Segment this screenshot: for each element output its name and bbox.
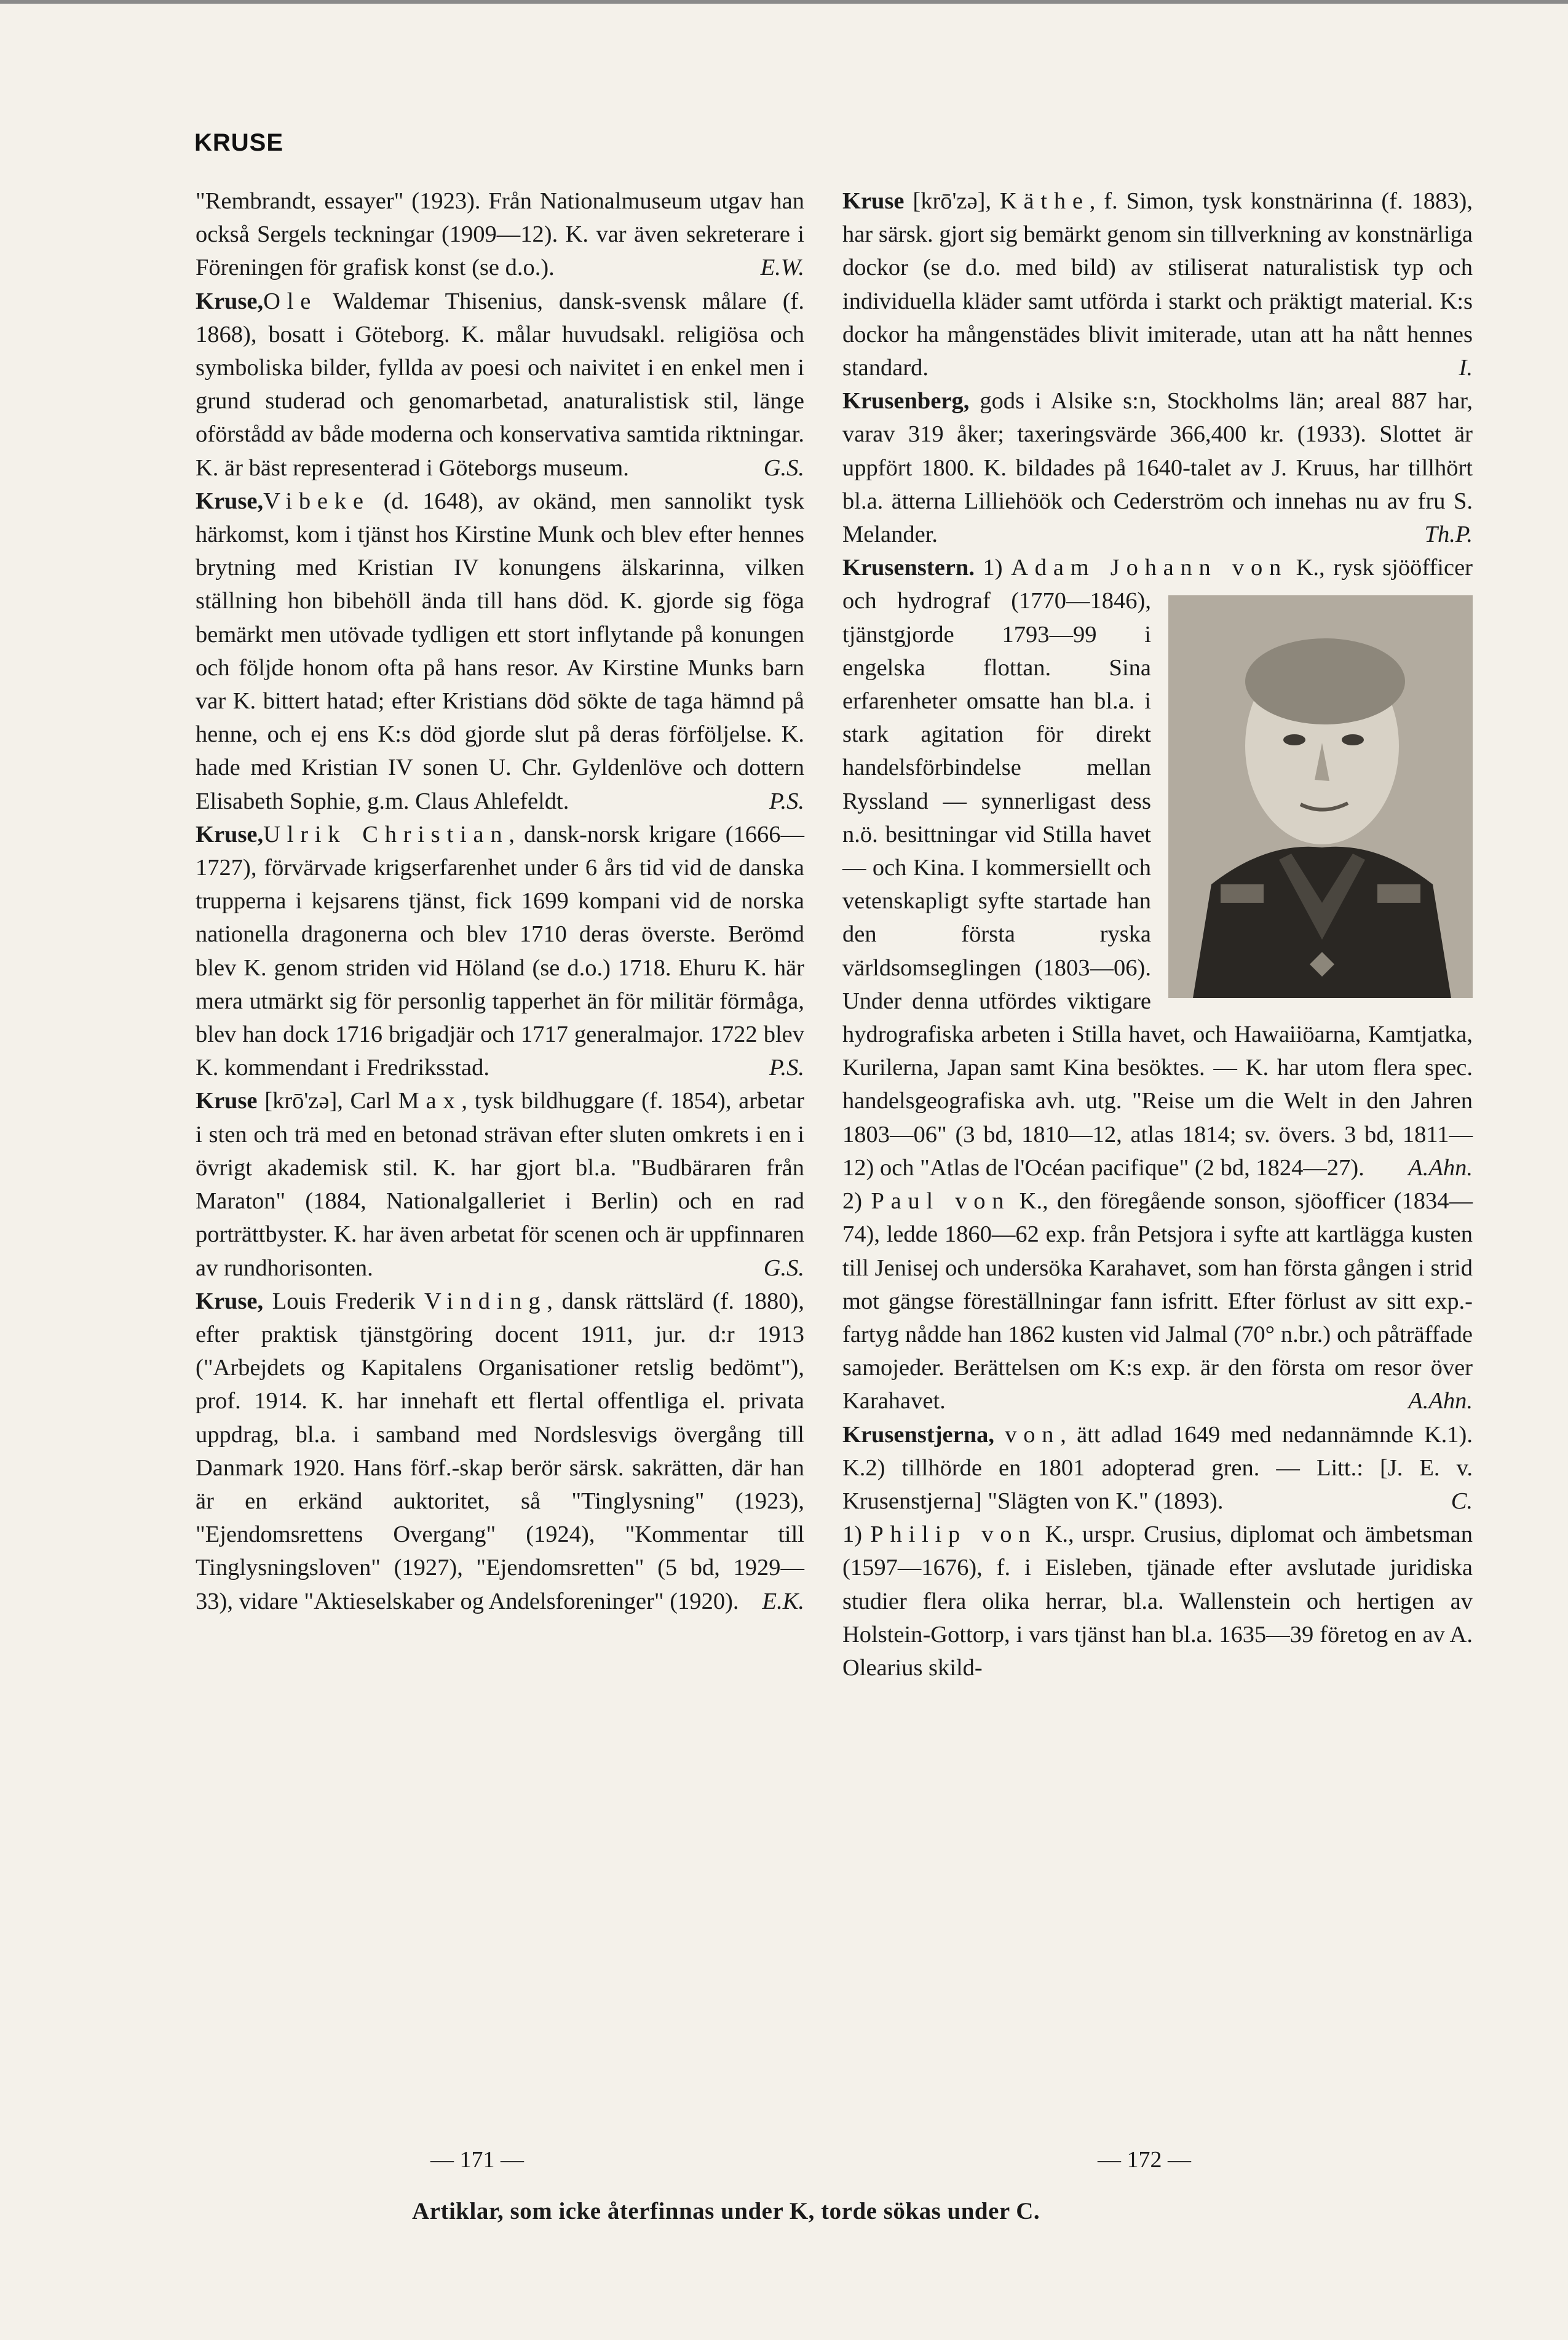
entry-spaced-name: Vinding	[424, 1288, 547, 1314]
article-entry	[196, 285, 804, 485]
entry-text: K., den föregående sonson, sjöofficer (1834—74), ledde 1860—62 exp. från Petsjora i syfte att kartlägga kusten till Jenisej och undersöka Karahavet, som han första gången i strid mot gängse föreställningar fann isfritt. Efter förlust av sitt exp.-fartyg nådde han 1862 kusten vid Jalmal (70° n.br.) och påträffade samojeder. Berättelsen om K:s exp. är den första om resor över Karahavet.	[842, 1188, 1473, 1414]
entry-spaced-name: Ulrik Christian	[263, 821, 509, 847]
article-entry	[196, 818, 804, 1085]
author-signature: G.S.	[763, 1255, 804, 1281]
article-entry	[842, 551, 1473, 1184]
author-signature: G.S.	[763, 454, 804, 481]
entry-text: (d. 1648), av okänd, men sannolikt tysk härkomst, kom i tjänst hos Kirstine Munk och blev efter hennes brytning med Kristian IV konungens älskarinna, vilken ställning hon bibehöll ända till hans död. K. gjorde sig föga bemärkt men utövade tydligen ett stort inflytande på konungen och följde honom ofta på hans resor. Av Kirstine Munks barn var K. bittert hatad; efter Kristians död sökte de taga hämnd på henne, och ej ens K:s död gjorde slut på deras förföljelse. K. hade med Kristian IV sonen U. Chr. Gyldenlöve och dottern Elisabeth Sophie, g.m. Claus Ahlefeldt.	[196, 488, 804, 814]
article-entry	[842, 1418, 1473, 1518]
author-signature: A.Ahn.	[1408, 1154, 1473, 1181]
author-signature: E.W.	[760, 255, 804, 281]
article-entry	[196, 1285, 804, 1618]
right-column	[842, 184, 1473, 1684]
entry-text: , dansk rättslärd (f. 1880), efter praktisk tjänstgöring docent 1911, jur. d:r 1913 ("Arbejdets og Kapitalens Organisationer retslig bedömt"), prof. 1914. K. har innehaft ett flertal offentliga el. privata uppdrag, bl.a. i samband med Nordslesvigs övergång till Danmark 1920. Hans förf.-skap berör särsk. sakrätten, där han är en erkänd auktoritet, så "Tinglysning" (1923), "Ejendomsrettens Overgang" (1924), "Kommentar till Tinglysningsloven" (1927), "Ejendomsretten" (5 bd, 1929—33), vidare "Aktieselskaber og Andelsforeninger" (1920).	[196, 1288, 804, 1614]
entry-text: , f. Simon, tysk konstnärinna (f. 1883), har särsk. gjort sig bemärkt genom sin tillverkning av konstnärliga dockor (se d.o. med bild) av stiliserat naturalistisk typ och individuella kläder samt utförda i starkt och präktigt material. K:s dockor ha mångenstädes blivit imiterade, utan att ha nått hennes standard.	[842, 188, 1473, 381]
article-entry	[842, 184, 1473, 384]
entry-text: K., rysk sjööfficer och hydrograf (1770—1846), tjänstgjorde 1793—99 i engelska flottan. Sina erfarenheter omsatte han bl.a. i stark agitation för direkt handelsförbindelse mellan Ryssland — synnerligast dess n.ö. besittningar vid Stilla havet — och Kina. I kommersiellt och vetenskapligt syfte startade han den första ryska världsomseglingen (1803—06). Under denna utfördes viktigare hydrografiska arbeten i Stilla havet, och Hawaiiöarna, Kamtjatka, Kurilerna, Japan samt Kina besöktes. — K. har utom flera spec. handelsgeografiska avh. utg. "Reise um die Welt in den Jahren 1803—06" (3 bd, 1810—12, atlas 1814; sv. övers. 3 bd, 1811—12) och "Atlas de l'Océan pacifique" (2 bd, 1824—27).	[842, 555, 1473, 1181]
entry-prefix: 1)	[842, 1521, 871, 1548]
entry-spaced-name: Max	[398, 1088, 462, 1114]
entry-text: "Rembrandt, essayer" (1923). Från Nationalmuseum utgav han också Sergels teckningar (1909—12). K. var även sekreterare i Föreningen för grafisk konst (se d.o.).	[196, 188, 804, 281]
entry-term: Kruse,	[196, 821, 264, 847]
left-column	[196, 184, 804, 1618]
article-entry	[196, 1084, 804, 1284]
entry-text: Waldemar Thisenius, dansk-svensk målare (f. 1868), bosatt i Göteborg. K. målar huvudsakl. religiösa och symboliska bilder, fyllda av poesi och naivitet i en enkel men i grund studerad och genomarbetad, anaturalistisk stil, länge oförstådd av både moderna och konservativa samtida riktningar. K. är bäst representerad i Göteborgs museum.	[196, 288, 804, 481]
entry-term: Kruse,	[196, 1288, 264, 1314]
footer-note: Artiklar, som icke återfinnas under K, torde sökas under C.	[412, 2198, 1040, 2224]
entry-text: , ätt adlad 1649 med nedannämnde K.1). K.2) tillhörde en 1801 adopterad gren. — Litt.: [J. E. v. Krusenstjerna] "Slägten von K." (1893).	[842, 1421, 1473, 1514]
author-signature: P.S.	[769, 788, 804, 814]
entry-spaced-name: von	[1005, 1421, 1061, 1448]
entry-term: Krusenstjerna,	[842, 1421, 995, 1448]
entry-prefix: [krō'zə], Carl	[257, 1088, 398, 1114]
entry-text: , tysk bildhuggare (f. 1854), arbetar i sten och trä med en betonad strävan efter sluten omkrets i en i övrigt akademisk stil. K. har gjort bl.a. "Budbäraren från Maraton" (1884, Nationalgalleriet i Berlin) och en rad porträttbyster. K. har även arbetat för scenen och är uppfinnaren av rundhorisonten.	[196, 1088, 804, 1281]
entry-prefix	[994, 1422, 1005, 1448]
entry-spaced-name: Paul von	[871, 1188, 1011, 1215]
article-entry	[842, 384, 1473, 551]
article-entry	[842, 1518, 1473, 1684]
page-header-title: KRUSE	[194, 129, 284, 156]
page-top-edge	[0, 0, 1568, 4]
entry-term: Kruse,	[196, 288, 264, 314]
entry-spaced-name: Ole	[263, 288, 318, 314]
author-signature: Th.P.	[1424, 522, 1473, 548]
entry-text: K., urspr. Crusius, diplomat och ämbetsman (1597—1676), f. i Eisleben, tjänade efter avslutade juridiska studier flera olika herrar, bl.a. Wallenstein och hertigen av Holstein-Gottorp, i vars tjänst han bl.a. 1635—39 företog en av A. Olearius skild-	[842, 1521, 1473, 1681]
entry-text: , dansk-norsk krigare (1666—1727), förvärvade krigserfarenhet under 6 års tid vid de danska trupperna i kejsarens tjänst, fick 1699 kompani vid de norska nationella dragonerna och blev 1710 deras överste. Berömd blev K. genom striden vid Höland (se d.o.) 1718. Ehuru K. här mera utmärkt sig för personlig tapperhet än för militär förmåga, blev han dock 1716 brigadjär och 1717 generalmajor. 1722 blev K. kommendant i Fredriksstad.	[196, 821, 804, 1081]
entry-spaced-name: Vibeke	[263, 488, 370, 514]
entry-term: Kruse	[842, 188, 905, 214]
page-number-left: — 171 —	[430, 2147, 524, 2173]
entry-term: Krusenberg,	[842, 388, 970, 414]
author-signature: C.	[1451, 1488, 1473, 1514]
entry-prefix: [krō'zə],	[904, 188, 1000, 214]
entry-prefix: 2)	[842, 1188, 871, 1215]
entry-term: Kruse,	[196, 488, 264, 514]
entry-text: gods i Alsike s:n, Stockholms län; areal 887 har, varav 319 åker; taxeringsvärde 366,400 kr. (1933). Slottet är uppfört 1800. K. bildades på 1640-talet av J. Kruus, har tillhört bl.a. ätterna Lilliehöök och Cederström och innehas nu av fru S. Melander.	[842, 388, 1473, 548]
portrait-image	[1168, 595, 1473, 998]
author-signature: P.S.	[769, 1055, 804, 1081]
entry-spaced-name: Käthe	[999, 188, 1090, 214]
article-entry	[196, 184, 804, 285]
article-entry	[842, 1184, 1473, 1418]
entry-spaced-name: Philip von	[870, 1521, 1037, 1548]
author-signature: I.	[1459, 355, 1473, 381]
author-signature: E.K.	[762, 1588, 804, 1614]
entry-term: Krusenstern.	[842, 555, 975, 581]
article-entry	[196, 485, 804, 818]
entry-term: Kruse	[196, 1088, 258, 1114]
author-signature: A.Ahn.	[1408, 1388, 1473, 1414]
page-number-right: — 172 —	[1098, 2147, 1191, 2173]
entry-prefix: 1)	[974, 555, 1012, 581]
entry-spaced-name: Adam Johann von	[1011, 555, 1288, 581]
entry-prefix: Louis Frederik	[263, 1288, 425, 1314]
